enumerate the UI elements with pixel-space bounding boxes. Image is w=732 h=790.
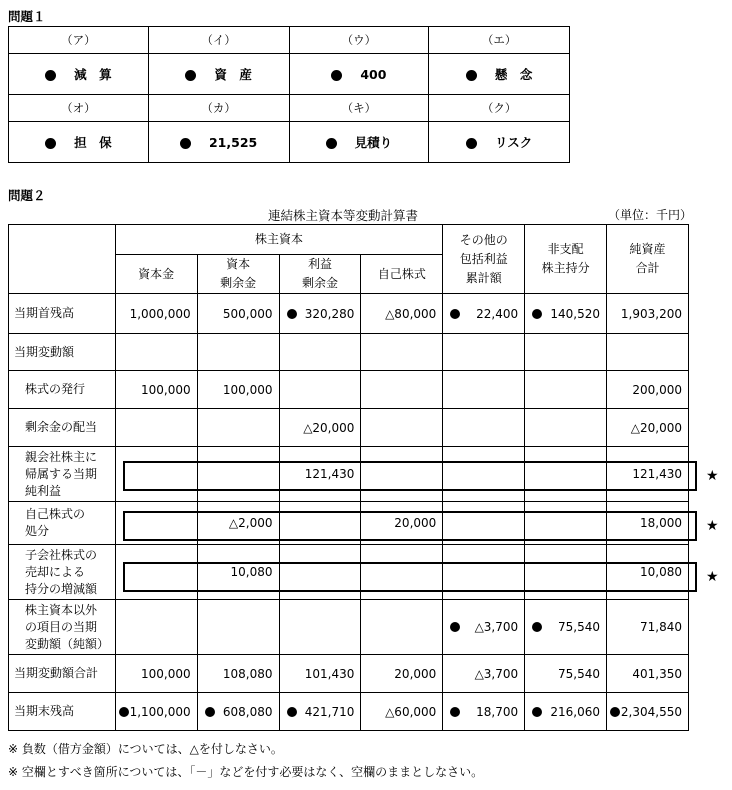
row-label — [9, 502, 116, 545]
cell-retained-earnings — [279, 693, 361, 731]
cell-value: 401,350 — [632, 666, 682, 681]
row-label-line: 株主資本以外 — [25, 602, 98, 617]
cell-value: 10,080 — [230, 565, 273, 579]
header-capital-stock: 資本金 — [115, 255, 197, 294]
q1-label: （ウ） — [289, 27, 429, 54]
header-aoci — [443, 225, 525, 294]
cell-capital-stock — [115, 655, 197, 693]
q1-answer: 資 産 — [214, 67, 252, 82]
header-shareholders-equity: 株主資本 — [115, 225, 443, 255]
cell-total-net-assets — [607, 294, 689, 334]
cell-capital-stock — [115, 693, 197, 731]
cell-aoci — [443, 294, 525, 334]
cell-capital-surplus — [197, 502, 279, 545]
q1-answer-cell — [289, 122, 429, 163]
cell-value: 100,000 — [222, 382, 273, 397]
cell-value: 101,430 — [304, 666, 355, 681]
bullet-icon — [610, 707, 620, 717]
cell-value: △60,000 — [385, 704, 437, 719]
cell-noncontrolling — [525, 334, 607, 371]
q1-answer: リスク — [494, 135, 533, 150]
cell-value: 75,540 — [558, 666, 601, 681]
row-label — [9, 409, 116, 447]
cell-noncontrolling — [525, 447, 607, 502]
cell-treasury-stock — [361, 655, 443, 693]
row-label-line: 株式の発行 — [25, 382, 86, 396]
q1-label: （イ） — [148, 27, 289, 54]
table-body — [9, 294, 689, 731]
bullet-icon — [287, 707, 297, 717]
cell-noncontrolling — [525, 545, 607, 600]
cell-noncontrolling — [525, 600, 607, 655]
cell-capital-stock — [115, 502, 197, 545]
unit-label: （単位：千円） — [608, 208, 693, 222]
cell-retained-earnings — [279, 371, 361, 409]
cell-retained-earnings — [279, 334, 361, 371]
q1-answer: 懸 念 — [494, 67, 533, 82]
cell-retained-earnings — [279, 502, 361, 545]
cell-value: 100,000 — [141, 666, 191, 681]
bullet-icon — [326, 138, 337, 149]
cell-capital-surplus — [197, 693, 279, 731]
cell-aoci — [443, 693, 525, 731]
cell-treasury-stock — [361, 447, 443, 502]
bullet-icon — [45, 70, 56, 81]
cell-value: 121,430 — [632, 467, 682, 481]
cell-value: 20,000 — [394, 666, 437, 681]
cell-value: △20,000 — [303, 420, 355, 435]
cell-total-net-assets — [607, 334, 689, 371]
header-line: 株主持分 — [541, 261, 590, 275]
cell-capital-stock — [115, 334, 197, 371]
row-label-line: 当期変動額合計 — [14, 666, 99, 680]
q1-answer: 減 算 — [74, 67, 112, 82]
cell-value: 1,000,000 — [129, 306, 191, 321]
row-label — [9, 294, 116, 334]
cell-noncontrolling — [525, 655, 607, 693]
bullet-icon — [532, 622, 542, 632]
row-label-line: 帰属する当期 — [25, 466, 98, 481]
header-line: 資本 — [226, 257, 251, 271]
row-label — [9, 600, 116, 655]
bullet-icon — [466, 70, 477, 81]
cell-total-net-assets — [607, 545, 689, 600]
cell-treasury-stock — [361, 693, 443, 731]
cell-value: 1,100,000 — [129, 704, 191, 719]
cell-total-net-assets — [607, 447, 689, 502]
cell-capital-stock — [115, 447, 197, 502]
cell-total-net-assets — [607, 502, 689, 545]
header-line: 包括利益 — [459, 251, 508, 266]
cell-value: 20,000 — [394, 516, 437, 530]
header-corner-cell — [9, 225, 116, 294]
row-label — [9, 334, 116, 371]
header-line: 純資産 — [629, 242, 666, 256]
changes-in-equity-table — [8, 224, 689, 731]
row-label-line: の項目の当期 — [25, 619, 98, 634]
cell-value: 608,080 — [222, 704, 273, 719]
cell-treasury-stock — [361, 334, 443, 371]
q1-answer-cell — [9, 122, 149, 163]
row-label-line: 親会社株主に — [25, 449, 98, 464]
bullet-icon — [466, 138, 477, 149]
q1-label: （カ） — [148, 95, 289, 122]
cell-value: 1,903,200 — [620, 306, 682, 321]
cell-capital-surplus — [197, 600, 279, 655]
cell-retained-earnings — [279, 294, 361, 334]
cell-total-net-assets — [607, 371, 689, 409]
bullet-icon — [532, 309, 542, 319]
row-label-line: 剰余金の配当 — [25, 420, 98, 434]
statement-row — [9, 447, 689, 502]
q1-answer-row-1 — [9, 54, 570, 95]
q1-answer-cell — [148, 122, 289, 163]
row-label-line: 売却による — [25, 564, 86, 579]
cell-retained-earnings — [279, 447, 361, 502]
bullet-icon — [450, 622, 460, 632]
q1-label: （オ） — [9, 95, 149, 122]
q1-answer: 見積り — [354, 135, 393, 150]
bullet-icon — [45, 138, 56, 149]
cell-capital-surplus — [197, 371, 279, 409]
cell-retained-earnings — [279, 545, 361, 600]
row-label — [9, 371, 116, 409]
cell-value: 18,000 — [640, 516, 682, 530]
row-label — [9, 447, 116, 502]
row-label-line: 処分 — [25, 524, 50, 538]
q1-answer-row-2 — [9, 122, 570, 163]
cell-value: △20,000 — [630, 420, 682, 435]
cell-noncontrolling — [525, 409, 607, 447]
header-noncontrolling — [525, 225, 607, 294]
cell-value: 140,520 — [550, 306, 601, 321]
statement-row — [9, 693, 689, 731]
q1-label: （ク） — [429, 95, 570, 122]
cell-treasury-stock — [361, 545, 443, 600]
bullet-icon — [532, 707, 542, 717]
header-retained-earnings — [279, 255, 361, 294]
bullet-icon — [180, 138, 191, 149]
statement-row — [9, 502, 689, 545]
cell-capital-surplus — [197, 294, 279, 334]
bullet-icon — [450, 707, 460, 717]
cell-retained-earnings — [279, 655, 361, 693]
cell-value: 216,060 — [550, 704, 601, 719]
cell-retained-earnings — [279, 600, 361, 655]
cell-treasury-stock — [361, 371, 443, 409]
cell-aoci — [443, 545, 525, 600]
cell-treasury-stock — [361, 600, 443, 655]
q1-label-row-1 — [9, 27, 570, 54]
cell-value: 320,280 — [304, 306, 355, 321]
cell-value: 2,304,550 — [620, 704, 682, 719]
statement-row — [9, 655, 689, 693]
q1-answer-cell — [9, 54, 149, 95]
star-icon: ★ — [706, 468, 719, 484]
cell-treasury-stock — [361, 409, 443, 447]
cell-capital-stock — [115, 600, 197, 655]
row-label-line: 自己株式の — [25, 507, 86, 521]
cell-capital-stock — [115, 371, 197, 409]
cell-value: △3,700 — [474, 620, 519, 634]
header-line: 剰余金 — [301, 276, 338, 290]
cell-total-net-assets — [607, 409, 689, 447]
q1-answer-cell — [289, 54, 429, 95]
statement-row — [9, 409, 689, 447]
statement-row — [9, 600, 689, 655]
q1-label: （エ） — [429, 27, 570, 54]
cell-capital-surplus — [197, 655, 279, 693]
cell-capital-stock — [115, 409, 197, 447]
q1-answer-cell — [148, 54, 289, 95]
cell-capital-stock — [115, 545, 197, 600]
cell-noncontrolling — [525, 294, 607, 334]
cell-noncontrolling — [525, 371, 607, 409]
statement-row — [9, 294, 689, 334]
header-capital-surplus — [197, 255, 279, 294]
q1-label: （キ） — [289, 95, 429, 122]
header-treasury-stock: 自己株式 — [361, 255, 443, 294]
cell-value: 200,000 — [632, 382, 682, 397]
cell-total-net-assets — [607, 600, 689, 655]
bullet-icon — [185, 70, 196, 81]
cell-aoci — [443, 447, 525, 502]
cell-total-net-assets — [607, 655, 689, 693]
header-line: その他の — [459, 232, 508, 247]
cell-value: △2,000 — [228, 516, 273, 530]
star-icon: ★ — [706, 569, 719, 585]
row-label-line: 当期末残高 — [14, 704, 75, 718]
q1-label: （ア） — [9, 27, 149, 54]
cell-value: 10,080 — [640, 565, 682, 579]
cell-capital-surplus — [197, 447, 279, 502]
cell-value: △80,000 — [385, 306, 437, 321]
cell-value: 108,080 — [222, 666, 273, 681]
header-total-net-assets — [607, 225, 689, 294]
q1-answer-cell — [429, 54, 570, 95]
cell-treasury-stock — [361, 294, 443, 334]
bullet-icon — [287, 309, 297, 319]
note-blank-cells: ※ 空欄とすべき箇所については、「－」などを付す必要はなく、空欄のままとしなさい。 — [8, 765, 484, 779]
cell-aoci — [443, 409, 525, 447]
cell-aoci — [443, 655, 525, 693]
header-row-1 — [9, 225, 689, 255]
statement-row — [9, 371, 689, 409]
bullet-icon — [119, 707, 129, 717]
header-line: 非支配 — [547, 242, 584, 256]
row-label — [9, 655, 116, 693]
cell-capital-surplus — [197, 334, 279, 371]
row-label-line: 変動額（純額） — [25, 636, 110, 651]
header-line: 合計 — [635, 261, 660, 275]
q1-answer: 担 保 — [74, 135, 112, 150]
cell-capital-surplus — [197, 545, 279, 600]
cell-value: 421,710 — [304, 704, 355, 719]
cell-value: 500,000 — [222, 306, 273, 321]
cell-value: △3,700 — [474, 666, 519, 681]
row-label — [9, 545, 116, 600]
row-label-line: 当期変動額 — [14, 344, 75, 359]
header-line: 剰余金 — [220, 276, 257, 290]
cell-value: 75,540 — [558, 620, 601, 634]
cell-value: 121,430 — [304, 467, 355, 481]
question-1-title: 問題１ — [8, 9, 46, 24]
question-1-answer-table — [8, 26, 570, 163]
bullet-icon — [205, 707, 215, 717]
row-label-line: 子会社株式の — [25, 547, 98, 562]
cell-aoci — [443, 600, 525, 655]
cell-value: 18,700 — [476, 704, 519, 719]
q1-answer: 400 — [360, 66, 387, 82]
bullet-icon — [450, 309, 460, 319]
cell-noncontrolling — [525, 693, 607, 731]
cell-value: 71,840 — [640, 620, 682, 634]
cell-retained-earnings — [279, 409, 361, 447]
note-negative-values: ※ 負数（借方金額）については、△を付しなさい。 — [8, 742, 283, 756]
header-line: 累計額 — [465, 270, 502, 285]
cell-capital-surplus — [197, 409, 279, 447]
q1-answer-cell — [429, 122, 570, 163]
row-label-line: 純利益 — [25, 483, 62, 498]
header-line: 利益 — [307, 257, 332, 271]
cell-capital-stock — [115, 294, 197, 334]
statement-row — [9, 545, 689, 600]
row-label-line: 持分の増減額 — [25, 581, 98, 596]
star-icon: ★ — [706, 518, 719, 534]
cell-noncontrolling — [525, 502, 607, 545]
row-label-line: 当期首残高 — [14, 306, 75, 320]
bullet-icon — [331, 70, 342, 81]
cell-treasury-stock — [361, 502, 443, 545]
cell-total-net-assets — [607, 693, 689, 731]
cell-aoci — [443, 502, 525, 545]
q1-answer: 21,525 — [208, 134, 258, 150]
statement-row — [9, 334, 689, 371]
cell-value: 22,400 — [476, 306, 519, 321]
cell-aoci — [443, 334, 525, 371]
cell-aoci — [443, 371, 525, 409]
row-label — [9, 693, 116, 731]
question-2-title: 問題２ — [8, 188, 46, 203]
cell-value: 100,000 — [141, 382, 191, 397]
q1-label-row-2 — [9, 95, 570, 122]
statement-title: 連結株主資本等変動計算書 — [268, 208, 419, 223]
